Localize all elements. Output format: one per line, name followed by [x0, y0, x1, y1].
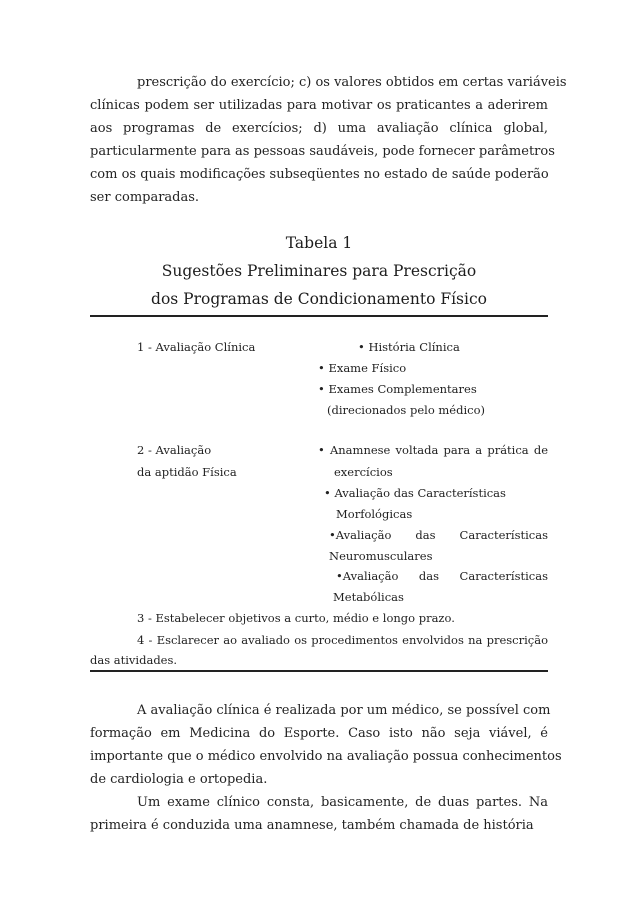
table-row-text: 4 - Esclarecer ao avaliado os procedimentos envolvidos na prescrição [137, 633, 548, 647]
body-line: A avaliação clínica é realizada por um médico, se possível com [137, 703, 551, 718]
table-row-item: Morfológicas [336, 507, 413, 521]
table-row-text: das atividades. [90, 653, 178, 667]
intro-line: aos programas de exercícios; d) uma avaliação clínica global, [90, 121, 548, 136]
table-row-label: 1 - Avaliação Clínica [137, 340, 256, 354]
intro-line: prescrição do exercício; c) os valores obtidos em certas variáveis [137, 75, 567, 90]
table-row-label: 2 - Avaliação [137, 443, 212, 457]
intro-line: particularmente para as pessoas saudáveis, pode fornecer parâmetros [90, 144, 555, 159]
intro-line: com os quais modificações subseqüentes no estado de saúde poderão [90, 167, 549, 182]
body-line: primeira é conduzida uma anamnese, também chamada de história [90, 818, 534, 833]
body-line: Um exame clínico consta, basicamente, de duas partes. Na [137, 795, 548, 810]
table-bottom-rule [90, 670, 548, 672]
table-row-item: • Exames Complementares [318, 382, 477, 396]
table-row-text: 3 - Estabelecer objetivos a curto, médio e longo prazo. [137, 611, 455, 625]
table-row-item: • Anamnese voltada para a prática de [318, 443, 548, 457]
table-row-item: • História Clínica [358, 340, 460, 354]
body-line: formação em Medicina do Esporte. Caso isto não seja viável, é [90, 726, 548, 741]
table-title: Sugestões Preliminares para Prescrição [161, 262, 477, 280]
intro-line: clínicas podem ser utilizadas para motivar os praticantes a aderirem [90, 98, 548, 113]
table-title: dos Programas de Condicionamento Físico [151, 290, 487, 308]
table-row-item: Metabólicas [333, 590, 404, 604]
table-row-item: • Exame Físico [318, 361, 407, 375]
table-row-item: • Avaliação das Características [324, 486, 506, 500]
body-line: de cardiologia e ortopedia. [90, 772, 268, 787]
table-row-item: •Avaliação das Características [329, 528, 548, 542]
table-row-item: exercícios [334, 465, 393, 479]
table-row-item: Neuromusculares [329, 549, 433, 563]
table-row-label: da aptidão Física [137, 465, 237, 479]
body-line: importante que o médico envolvido na avaliação possua conhecimentos [90, 749, 562, 764]
table-row-item: •Avaliação das Características [336, 569, 548, 583]
intro-line: ser comparadas. [90, 190, 200, 205]
table-row-item: (direcionados pelo médico) [327, 403, 486, 417]
table-caption: Tabela 1 [285, 234, 353, 252]
table-top-rule [90, 315, 548, 317]
